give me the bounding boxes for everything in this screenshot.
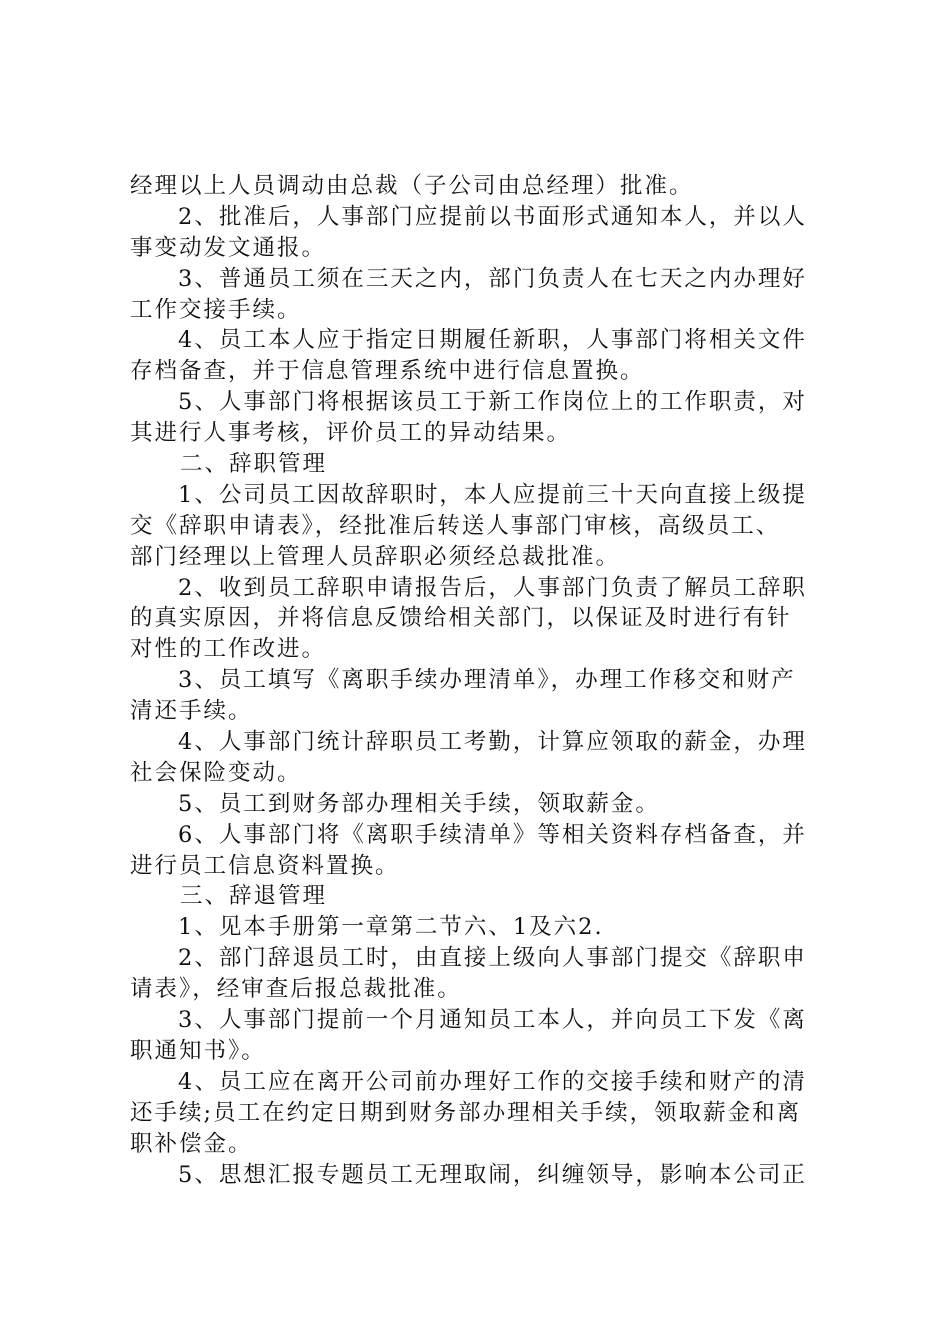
text-line: 3、普通员工须在三天之内，部门负责人在七天之内办理好 (178, 265, 807, 292)
text-line: 3、人事部门提前一个月通知员工本人，并向员工下发《离 (178, 1007, 807, 1034)
text-line: 职通知书》。 (130, 1037, 266, 1064)
section-heading: 三、辞退管理 (180, 883, 328, 910)
text-line: 清还手续。 (130, 698, 253, 725)
text-line: 5、员工到财务部办理相关手续，领取薪金。 (178, 790, 660, 817)
text-line: 4、人事部门统计辞职员工考勤，计算应领取的薪金，办理 (178, 729, 807, 756)
text-line: 的真实原因，并将信息反馈给相关部门，以保证及时进行有针 (130, 605, 792, 632)
text-line: 社会保险变动。 (130, 759, 302, 786)
text-line: 6、人事部门将《离职手续清单》等相关资料存档备查，并 (178, 821, 807, 848)
text-line: 交《辞职申请表》，经批准后转送人事部门审核，高级员工、 (130, 512, 781, 539)
text-line: 2、批准后，人事部门应提前以书面形式通知本人，并以人 (178, 203, 807, 230)
text-line: 4、员工应在离开公司前办理好工作的交接手续和财产的清 (178, 1068, 807, 1095)
text-line: 1、公司员工因故辞职时，本人应提前三十天向直接上级提 (178, 481, 807, 508)
text-line: 其进行人事考核，评价员工的异动结果。 (130, 420, 572, 447)
text-line: 4、员工本人应于指定日期履任新职，人事部门将相关文件 (178, 327, 807, 354)
text-line: 还手续;员工在约定日期到财务部办理相关手续，领取薪金和离 (130, 1099, 802, 1126)
text-line: 经理以上人员调动由总裁（子公司由总经理）批准。 (130, 173, 694, 199)
text-line: 1、见本手册第一章第二节六、1及六2. (178, 914, 604, 941)
text-line: 5、人事部门将根据该员工于新工作岗位上的工作职责，对 (178, 389, 807, 416)
text-line: 3、员工填写《离职手续办理清单》，办理工作移交和财产 (178, 667, 796, 694)
text-line: 请表》，经审查后报总裁批准。 (130, 976, 462, 1003)
text-line: 事变动发文通报。 (130, 234, 327, 261)
text-line: 2、收到员工辞职申请报告后，人事部门负责了解员工辞职 (178, 574, 807, 601)
document-page (130, 171, 830, 1190)
section-heading: 二、辞职管理 (180, 451, 328, 478)
text-line: 存档备查，并于信息管理系统中进行信息置换。 (130, 358, 645, 385)
text-line: 5、思想汇报专题员工无理取闹，纠缠领导，影响本公司正 (178, 1161, 807, 1188)
text-line: 工作交接手续。 (130, 296, 302, 323)
text-line: 2、部门辞退员工时，由直接上级向人事部门提交《辞职申 (178, 945, 807, 972)
text-line: 对性的工作改进。 (130, 636, 327, 663)
text-line: 进行员工信息资料置换。 (130, 852, 400, 879)
text-line: 部门经理以上管理人员辞职必须经总裁批准。 (130, 543, 621, 570)
text-line: 职补偿金。 (130, 1130, 253, 1157)
